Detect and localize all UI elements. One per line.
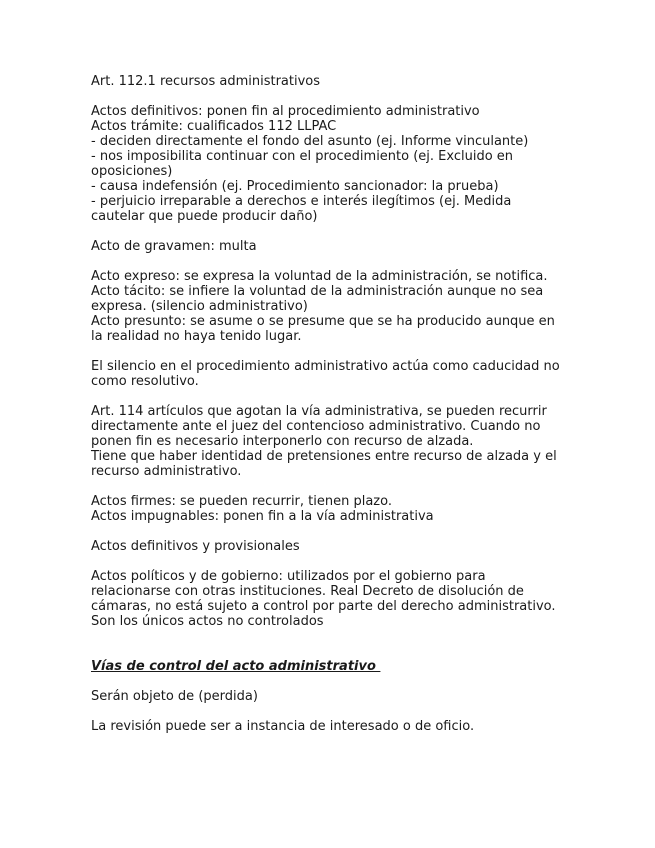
text-line: Actos definitivos: ponen fin al procedimiento administrativo bbox=[91, 104, 480, 119]
text-line: Tiene que haber identidad de pretensiones entre recurso de alzada y el bbox=[91, 449, 557, 464]
text-line: La revisión puede ser a instancia de interesado o de oficio. bbox=[91, 719, 475, 734]
text-line: cautelar que puede producir daño) bbox=[91, 209, 318, 224]
paragraph-art-114 bbox=[91, 404, 571, 479]
text-line: cámaras, no está sujeto a control por parte del derecho administrativo. bbox=[91, 599, 556, 614]
text-line: Actos trámite: cualificados 112 LLPAC bbox=[91, 119, 337, 134]
paragraph-gap bbox=[91, 344, 571, 359]
paragraph-actos-politicos bbox=[91, 569, 571, 629]
text-line: Acto de gravamen: multa bbox=[91, 239, 257, 254]
paragraph-gap bbox=[91, 644, 571, 659]
text-line: Son los únicos actos no controlados bbox=[91, 614, 324, 629]
paragraph-acto-expreso-tacito-presunto bbox=[91, 269, 571, 344]
section-heading: Vías de control del acto administrativo bbox=[91, 659, 381, 674]
text-line: recurso administrativo. bbox=[91, 464, 242, 479]
paragraph-gap bbox=[91, 674, 571, 689]
paragraph-gap bbox=[91, 629, 571, 644]
paragraph-gap bbox=[91, 254, 571, 269]
text-line: Actos firmes: se pueden recurrir, tienen plazo. bbox=[91, 494, 392, 509]
paragraph-gap bbox=[91, 224, 571, 239]
document-page bbox=[91, 74, 571, 734]
text-line: relacionarse con otras instituciones. Real Decreto de disolución de bbox=[91, 584, 524, 599]
text-line: Acto presunto: se asume o se presume que se ha producido aunque en bbox=[91, 314, 555, 329]
paragraph-silencio bbox=[91, 359, 571, 389]
text-line: directamente ante el juez del contencioso administrativo. Cuando no bbox=[91, 419, 541, 434]
text-line: - nos imposibilita continuar con el procedimiento (ej. Excluido en bbox=[91, 149, 514, 164]
paragraph-gap bbox=[91, 89, 571, 104]
text-line: Serán objeto de (perdida) bbox=[91, 689, 258, 704]
paragraph-title-art-112 bbox=[91, 74, 571, 89]
paragraph-gap bbox=[91, 554, 571, 569]
text-line: El silencio en el procedimiento administrativo actúa como caducidad no bbox=[91, 359, 560, 374]
text-line: Art. 114 artículos que agotan la vía administrativa, se pueden recurrir bbox=[91, 404, 547, 419]
text-line: Acto expreso: se expresa la voluntad de la administración, se notifica. bbox=[91, 269, 548, 284]
paragraph-revision bbox=[91, 719, 571, 734]
paragraph-gap bbox=[91, 479, 571, 494]
text-line: ponen fin es necesario interponerlo con recurso de alzada. bbox=[91, 434, 474, 449]
text-line: como resolutivo. bbox=[91, 374, 199, 389]
text-line: oposiciones) bbox=[91, 164, 173, 179]
text-line: Acto tácito: se infiere la voluntad de la administración aunque no sea bbox=[91, 284, 544, 299]
text-line: Art. 112.1 recursos administrativos bbox=[91, 74, 321, 89]
text-line: expresa. (silencio administrativo) bbox=[91, 299, 308, 314]
paragraph-gap bbox=[91, 704, 571, 719]
text-line: Actos impugnables: ponen fin a la vía administrativa bbox=[91, 509, 434, 524]
paragraph-actos-firmes bbox=[91, 494, 571, 524]
paragraph-acto-gravamen bbox=[91, 239, 571, 254]
text-line: Actos políticos y de gobierno: utilizados por el gobierno para bbox=[91, 569, 486, 584]
paragraph-gap bbox=[91, 524, 571, 539]
text-line: Actos definitivos y provisionales bbox=[91, 539, 300, 554]
text-line: la realidad no haya tenido lugar. bbox=[91, 329, 302, 344]
paragraph-actos-definitivos-provisionales bbox=[91, 539, 571, 554]
paragraph-objeto bbox=[91, 689, 571, 704]
text-line: - deciden directamente el fondo del asunto (ej. Informe vinculante) bbox=[91, 134, 529, 149]
paragraph-gap bbox=[91, 389, 571, 404]
text-line: - causa indefensión (ej. Procedimiento sancionador: la prueba) bbox=[91, 179, 499, 194]
text-line: - perjuicio irreparable a derechos e interés ilegítimos (ej. Medida bbox=[91, 194, 512, 209]
paragraph-actos-definitivos-tramite bbox=[91, 104, 571, 224]
